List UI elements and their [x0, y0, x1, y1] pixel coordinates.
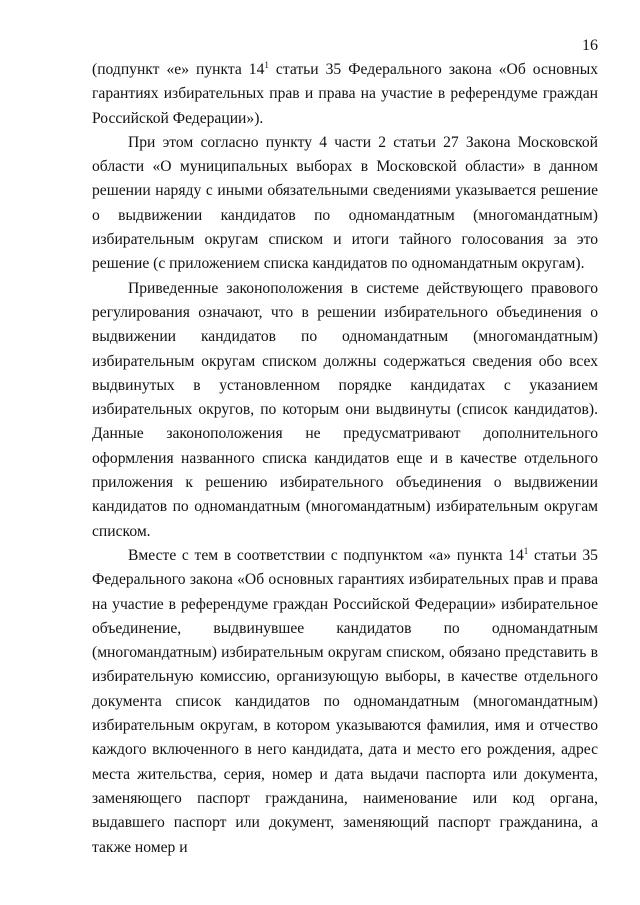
- paragraph-4-text-b: статьи 35 Федерального закона «Об основных гарантиях избирательных прав и права на участие в референдуме граждан Российской Федерации» избирательное объединение, выдвинувшее кандидатов по одномандатным (многомандатным) избирательным округам списком, обязано представить в избирательную комиссию, организующую выборы, в качестве отдельного документа список кандидатов по одномандатным (многомандатным) избирательным округам, в котором указываются фамилия, имя и отчество каждого включенного в него кандидата, дата и место его рождения, адрес места жительства, серия, номер и дата выдачи паспорта или документа, заменяющего паспорт гражданина, наименование или код органа, выдавшего паспорт или документ, заменяющий паспорт гражданина, а также номер и: [92, 546, 598, 856]
- document-body: [92, 58, 598, 860]
- page-number: 16: [582, 37, 598, 54]
- paragraph-4-text-a: Вместе с тем в соответствии с подпунктом «а» пункта 14: [128, 546, 524, 564]
- paragraph-1: [92, 58, 598, 131]
- paragraph-1-superscript: 1: [264, 59, 269, 70]
- paragraph-3: Приведенные законоположения в системе действующего правового регулирования означают, что в решении избирательного объединения о выдвижении кандидатов по одномандатным (многомандатным) избирательным округам списком должны содержаться сведения обо всех выдвинутых в установленном порядке кандидатах с указанием избирательных округов, по которым они выдвинуты (список кандидатов). Данные законоположения не предусматривают дополнительного оформления названного списка кандидатов еще и в качестве отдельного приложения к решению избирательного объединения о выдвижении кандидатов по одномандатным (многомандатным) избирательным округам списком.: [92, 279, 598, 540]
- paragraph-2: При этом согласно пункту 4 части 2 статьи 27 Закона Московской области «О муниципальных выборах в Московской области» в данном решении наряду с иными обязательными сведениями указывается решение о выдвижении кандидатов по одномандатным (многомандатным) избирательным округам списком и итоги тайного голосования за это решение (с приложением списка кандидатов по одномандатным округам).: [92, 133, 598, 273]
- paragraph-1-text-b: статьи 35 Федерального закона «Об основных гарантиях избирательных прав и права на участие в референдуме граждан Российской Федерации»).: [92, 61, 598, 127]
- paragraph-4: [92, 544, 598, 860]
- paragraph-4-superscript: 1: [523, 545, 529, 556]
- paragraph-1-text-a: (подпункт «е» пункта 14: [92, 61, 265, 78]
